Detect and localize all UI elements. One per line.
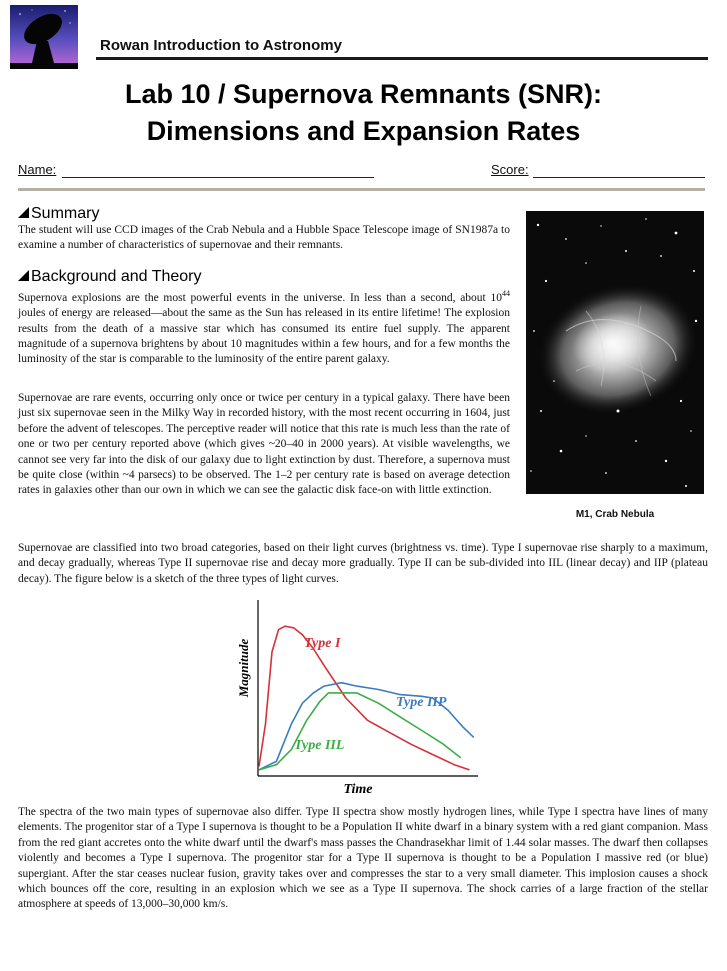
series-label-type-i: Type I [304, 636, 341, 651]
series-label-type-iip: Type IIP [396, 695, 447, 710]
background-paragraph-1 [18, 286, 510, 368]
crab-nebula-image [526, 211, 704, 494]
energy-text-before: Supernova explosions are the most powerful events in the universe. In less than a second, about 10 [18, 291, 502, 304]
summary-heading-text: Summary [31, 205, 100, 222]
name-field[interactable] [62, 177, 374, 178]
section-divider [18, 188, 705, 191]
header-rule [96, 57, 708, 60]
summary-heading [18, 205, 99, 223]
radio-telescope-icon [10, 5, 78, 69]
score-label: Score: [491, 162, 529, 177]
background-paragraph-2: Supernovae are rare events, occurring only once or twice per century in a typical galaxy. There have been just six supernovae seen in the Milky Way in recorded history, with the most recent occurring in 1604, just before the advent of telescopes. The perceptive reader will notice that this rate is much less than the rate of one or two per century reported above (which gives ~20–40 in 2000 years). At visible wavelengths, we cannot see very far into the disk of our galaxy due to light extinction by dust. Therefore, a supernova must be quite close (within ~4 parsecs) to be observed. The 1–2 per century rate is based on average detection rates in galaxies other than our own in which we can see the galactic disk face-on with little extinction. [18, 392, 510, 497]
light-curve-chart [232, 596, 482, 800]
lab-title-line-2: Dimensions and Expansion Rates [146, 116, 581, 146]
triangle-bullet-icon [18, 207, 29, 218]
background-heading-text: Background and Theory [31, 268, 202, 285]
y-axis-label: Magnitude [236, 638, 251, 698]
classification-paragraph: Supernovae are classified into two broad categories, based on their light curves (brightness vs. time). Type I supernovae rise sharply to a maximum, and decay gradually, whereas Type II supernovae rise and decay more gradually. Type II can be sub-divided into IIL (linear decay) and IIP (plateau decay). The figure below is a sketch of the three types of light curves. [18, 542, 708, 585]
triangle-bullet-icon [18, 270, 29, 281]
energy-exponent: 44 [502, 289, 510, 298]
name-label: Name: [18, 162, 57, 177]
background-heading [18, 268, 201, 286]
x-axis-label: Time [343, 782, 373, 797]
series-label-type-iil: Type IIL [294, 738, 345, 753]
crab-nebula-picture [526, 211, 704, 494]
score-field[interactable] [533, 177, 705, 178]
lab-title-line-1: Lab 10 / Supernova Remnants (SNR): [124, 79, 603, 109]
image-caption: M1, Crab Nebula [575, 509, 655, 520]
spectra-paragraph: The spectra of the two main types of supernovae also differ. Type II spectra show mostly hydrogen lines, while Type I spectra have lines of many elements. The progenitor star of a Type I supernova is thought to be a Population II white dwarf in a binary system with a red giant companion. Mass from the red giant accretes onto the white dwarf until the dwarf's mass passes the Chandrasekhar limit of 1.44 solar masses. The dwarf then collapses violently and becomes a Type I supernova. The progenitor star for a Type II supernova is thought to be a Population I massive red (or blue) supergiant. After the star ceases nuclear fusion, gravity takes over and compresses the star to a very small diameter. This implosion causes a shock which bounces off the core, resulting in an explosion which we see as a Type II supernova. The shock carries of a large fraction of the stellar atmosphere at speeds of 13,000–30,000 km/s. [18, 806, 708, 911]
summary-text: The student will use CCD images of the Crab Nebula and a Hubble Space Telescope image of SN1987a to examine a number of characteristics of supernovae and their remnants. [18, 224, 510, 252]
energy-text-after: joules of energy are released—about the same as the Sun has released in its entire lifetime! The explosion results from the death of a massive star which has consumed its entire fuel supply. The apparent magnitude of a supernova brightens by about 10 magnitudes within a few hours, and for a few months the luminosity of the star is comparable to the luminosity of the entire parent galaxy. [18, 307, 510, 366]
course-title: Rowan Introduction to Astronomy [100, 37, 342, 54]
